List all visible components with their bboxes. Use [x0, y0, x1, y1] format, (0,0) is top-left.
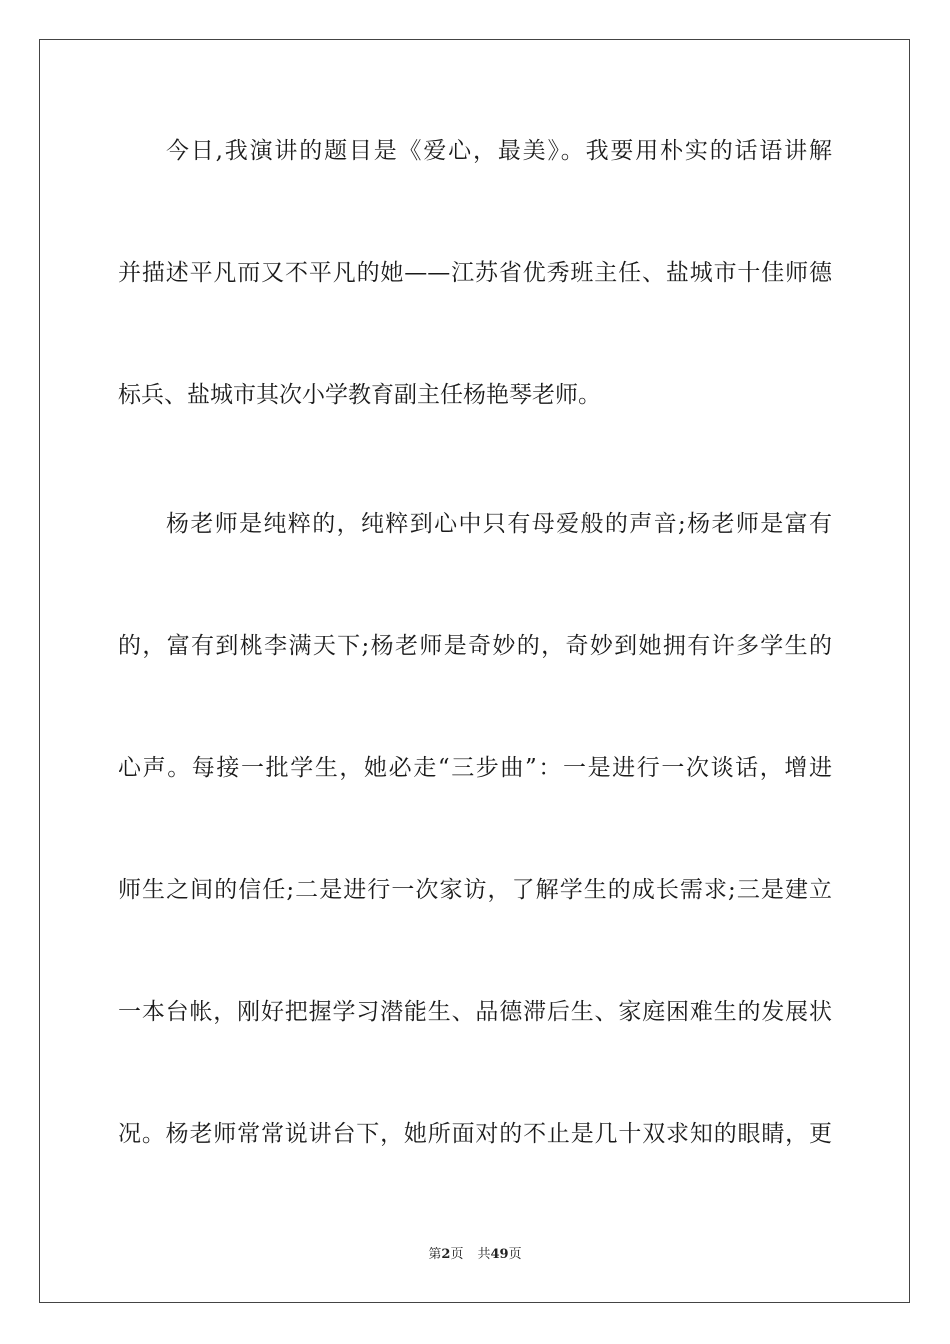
text-line: 师生之间的信任;二是进行一次家访，了解学生的成长需求;三是建立: [118, 877, 832, 903]
total-suffix: 页: [508, 1247, 522, 1262]
total-prefix: 共: [477, 1247, 491, 1262]
page-prefix: 第: [428, 1247, 442, 1262]
text-line: 并描述平凡而又不平凡的她——江苏省优秀班主任、盐城市十佳师德: [118, 260, 832, 286]
text-line: 心声。每接一批学生，她必走“三步曲”：一是进行一次谈话，增进: [118, 755, 832, 781]
page-border: [39, 39, 910, 1303]
text-line: 今日,我演讲的题目是《爱心，最美》。我要用朴实的话语讲解: [166, 138, 832, 164]
page-number: 2: [441, 1247, 451, 1262]
text-line: 一本台帐，刚好把握学习潜能生、品德滞后生、家庭困难生的发展状: [118, 999, 832, 1025]
page-footer: [0, 1246, 950, 1264]
text-line: 的，富有到桃李满天下;杨老师是奇妙的，奇妙到她拥有许多学生的: [118, 633, 832, 659]
total-pages: 49: [490, 1247, 509, 1262]
page-suffix: 页: [450, 1247, 464, 1262]
text-line: 况。杨老师常常说讲台下，她所面对的不止是几十双求知的眼睛，更: [118, 1121, 832, 1147]
text-line: 标兵、盐城市其次小学教育副主任杨艳琴老师。: [118, 382, 601, 408]
text-line: 杨老师是纯粹的，纯粹到心中只有母爱般的声音;杨老师是富有: [166, 511, 832, 537]
